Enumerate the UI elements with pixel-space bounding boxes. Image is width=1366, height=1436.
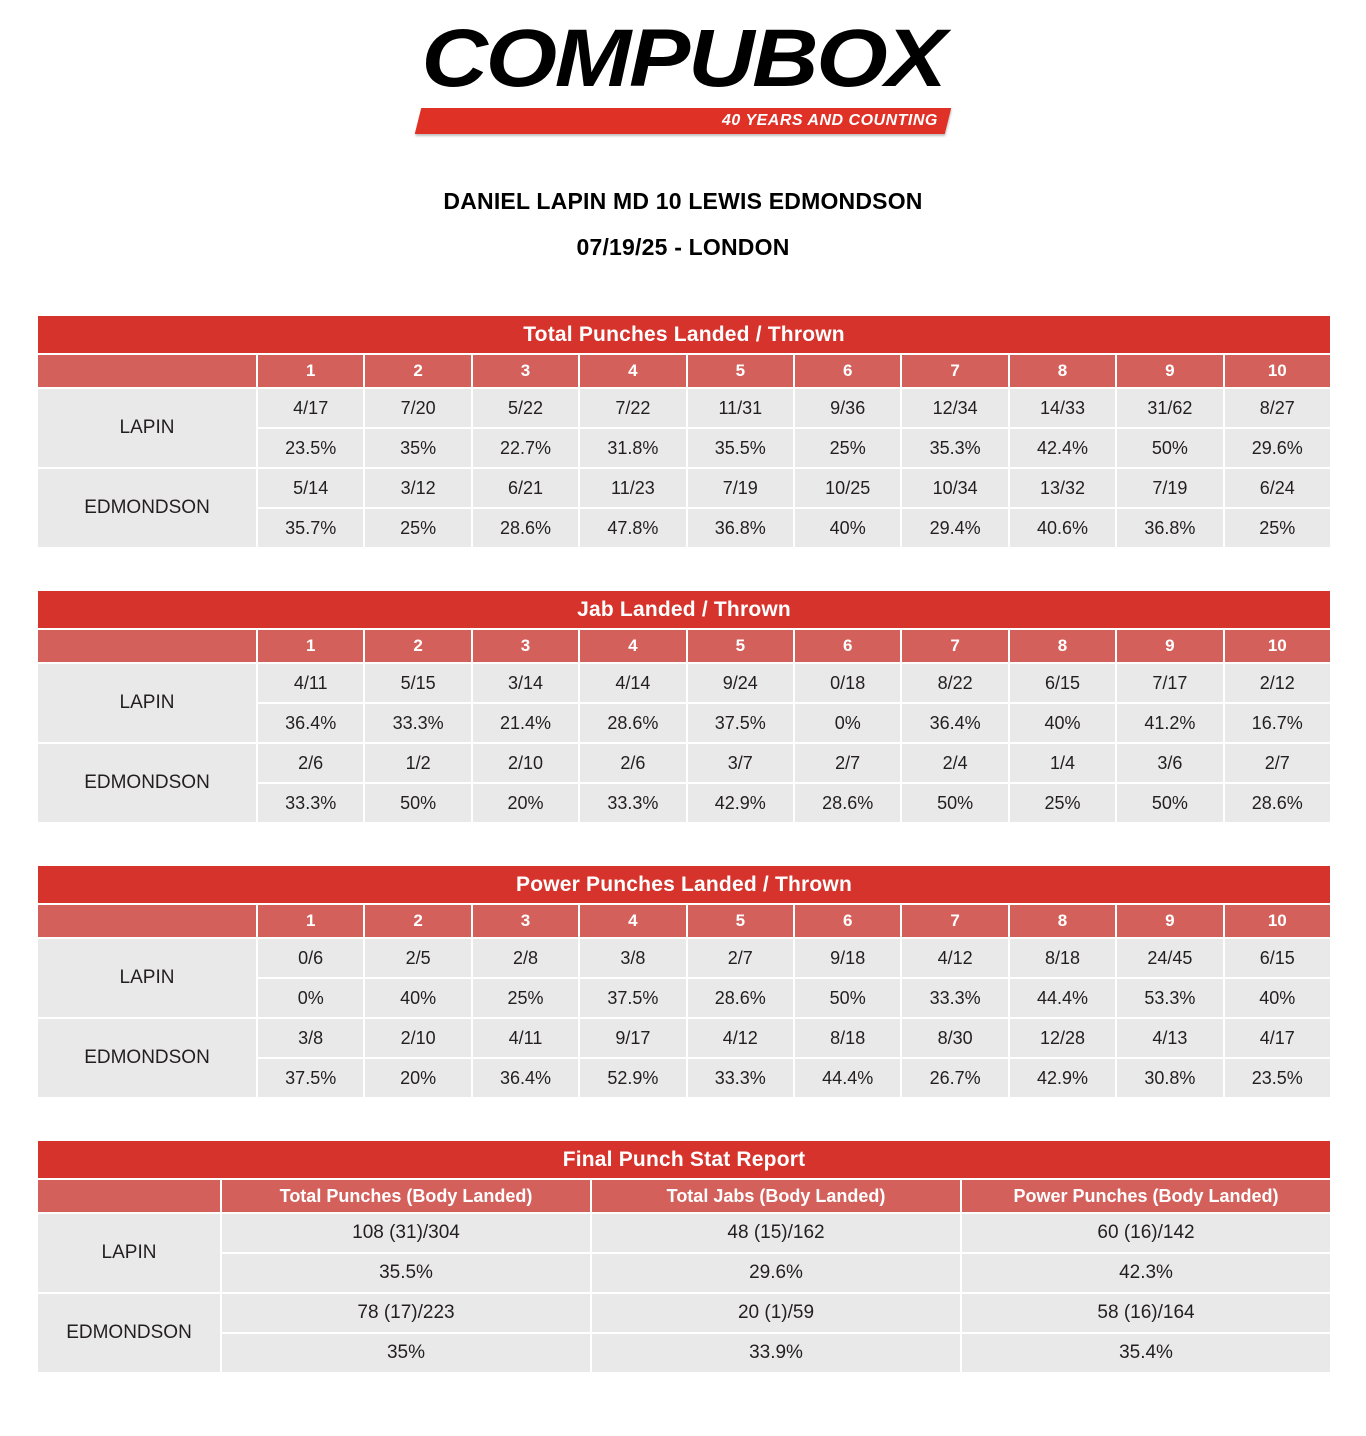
round-header-6: 6	[795, 355, 900, 387]
stat-table-total-punches	[38, 316, 1330, 547]
stat-cell: 8/27	[1225, 389, 1330, 427]
stat-cell: 108 (31)/304	[222, 1214, 590, 1252]
round-header-3: 3	[473, 905, 578, 937]
stat-cell: 2/10	[473, 744, 578, 782]
stat-cell: 24/45	[1117, 939, 1222, 977]
pct-cell: 25%	[1010, 784, 1115, 822]
pct-cell: 35.5%	[222, 1254, 590, 1292]
pct-cell: 28.6%	[1225, 784, 1330, 822]
stat-cell: 9/17	[580, 1019, 685, 1057]
header-blank	[38, 905, 256, 937]
pct-cell: 40%	[795, 509, 900, 547]
fighter-name: LAPIN	[38, 389, 256, 467]
pct-cell: 22.7%	[473, 429, 578, 467]
pct-cell: 40%	[1010, 704, 1115, 742]
round-header-1: 1	[258, 905, 363, 937]
fight-title: DANIEL LAPIN MD 10 LEWIS EDMONDSON	[443, 188, 923, 214]
stat-cell: 7/20	[365, 389, 470, 427]
round-header-8: 8	[1010, 905, 1115, 937]
stat-cell: 4/12	[688, 1019, 793, 1057]
stat-cell: 58 (16)/164	[962, 1294, 1330, 1332]
round-header-5: 5	[688, 905, 793, 937]
round-header-6: 6	[795, 905, 900, 937]
table-title: Total Punches Landed / Thrown	[38, 316, 1330, 353]
fighter-name: LAPIN	[38, 1214, 220, 1292]
pct-cell: 23.5%	[1225, 1059, 1330, 1097]
pct-cell: 42.4%	[1010, 429, 1115, 467]
pct-cell: 28.6%	[580, 704, 685, 742]
stat-cell: 4/14	[580, 664, 685, 702]
round-header-7: 7	[902, 630, 1007, 662]
round-grid	[38, 905, 1330, 1097]
stat-cell: 3/14	[473, 664, 578, 702]
pct-cell: 35.7%	[258, 509, 363, 547]
pct-cell: 42.9%	[688, 784, 793, 822]
round-header-3: 3	[473, 355, 578, 387]
stat-cell: 11/23	[580, 469, 685, 507]
round-header-5: 5	[688, 630, 793, 662]
pct-cell: 40%	[1225, 979, 1330, 1017]
logo-tagline: 40 YEARS AND COUNTING	[722, 112, 938, 129]
pct-cell: 42.3%	[962, 1254, 1330, 1292]
stat-cell: 1/4	[1010, 744, 1115, 782]
round-header-5: 5	[688, 355, 793, 387]
stat-cell: 2/12	[1225, 664, 1330, 702]
stat-tables	[0, 316, 1366, 1372]
pct-cell: 36.4%	[258, 704, 363, 742]
pct-cell: 28.6%	[688, 979, 793, 1017]
round-header-8: 8	[1010, 630, 1115, 662]
pct-cell: 33.3%	[580, 784, 685, 822]
stat-cell: 5/15	[365, 664, 470, 702]
pct-cell: 44.4%	[1010, 979, 1115, 1017]
stat-cell: 7/17	[1117, 664, 1222, 702]
round-header-2: 2	[365, 905, 470, 937]
stat-table-jab	[38, 591, 1330, 822]
round-grid	[38, 355, 1330, 547]
round-header-4: 4	[580, 355, 685, 387]
pct-cell: 29.6%	[1225, 429, 1330, 467]
round-header-1: 1	[258, 630, 363, 662]
round-header-10: 10	[1225, 630, 1330, 662]
compubox-logo	[0, 0, 1366, 150]
round-header-7: 7	[902, 355, 1007, 387]
pct-cell: 37.5%	[688, 704, 793, 742]
stat-cell: 5/14	[258, 469, 363, 507]
pct-cell: 37.5%	[580, 979, 685, 1017]
round-header-2: 2	[365, 355, 470, 387]
pct-cell: 29.6%	[592, 1254, 960, 1292]
pct-cell: 26.7%	[902, 1059, 1007, 1097]
pct-cell: 36.8%	[688, 509, 793, 547]
stat-cell: 2/6	[580, 744, 685, 782]
final-grid	[38, 1180, 1330, 1372]
fight-header	[0, 188, 1366, 261]
pct-cell: 35%	[222, 1334, 590, 1372]
stat-cell: 2/7	[688, 939, 793, 977]
round-grid	[38, 630, 1330, 822]
pct-cell: 0%	[795, 704, 900, 742]
pct-cell: 47.8%	[580, 509, 685, 547]
stat-cell: 7/22	[580, 389, 685, 427]
stat-table-final-report	[38, 1141, 1330, 1372]
fighter-name: EDMONDSON	[38, 744, 256, 822]
round-header-1: 1	[258, 355, 363, 387]
logo-red-bar	[415, 108, 951, 134]
stat-cell: 60 (16)/142	[962, 1214, 1330, 1252]
stat-cell: 10/34	[902, 469, 1007, 507]
final-header-power-punches: Power Punches (Body Landed)	[962, 1180, 1330, 1212]
pct-cell: 52.9%	[580, 1059, 685, 1097]
pct-cell: 33.3%	[688, 1059, 793, 1097]
stat-cell: 1/2	[365, 744, 470, 782]
stat-cell: 31/62	[1117, 389, 1222, 427]
pct-cell: 36.4%	[902, 704, 1007, 742]
stat-cell: 7/19	[688, 469, 793, 507]
pct-cell: 41.2%	[1117, 704, 1222, 742]
pct-cell: 40%	[365, 979, 470, 1017]
stat-cell: 12/34	[902, 389, 1007, 427]
round-header-9: 9	[1117, 630, 1222, 662]
logo-wrap	[418, 13, 948, 134]
pct-cell: 50%	[902, 784, 1007, 822]
stat-cell: 10/25	[795, 469, 900, 507]
stat-cell: 78 (17)/223	[222, 1294, 590, 1332]
pct-cell: 20%	[473, 784, 578, 822]
pct-cell: 28.6%	[473, 509, 578, 547]
stat-cell: 4/13	[1117, 1019, 1222, 1057]
header-blank	[38, 355, 256, 387]
pct-cell: 40.6%	[1010, 509, 1115, 547]
stat-cell: 3/7	[688, 744, 793, 782]
fighter-name: EDMONDSON	[38, 469, 256, 547]
stat-cell: 11/31	[688, 389, 793, 427]
round-header-4: 4	[580, 905, 685, 937]
stat-cell: 2/10	[365, 1019, 470, 1057]
pct-cell: 20%	[365, 1059, 470, 1097]
pct-cell: 25%	[365, 509, 470, 547]
final-header-total-punches: Total Punches (Body Landed)	[222, 1180, 590, 1212]
stat-cell: 14/33	[1010, 389, 1115, 427]
stat-cell: 6/15	[1225, 939, 1330, 977]
stat-cell: 3/8	[580, 939, 685, 977]
stat-cell: 3/8	[258, 1019, 363, 1057]
final-header-total-jabs: Total Jabs (Body Landed)	[592, 1180, 960, 1212]
stat-cell: 6/21	[473, 469, 578, 507]
stat-cell: 2/6	[258, 744, 363, 782]
fighter-name: EDMONDSON	[38, 1294, 220, 1372]
pct-cell: 44.4%	[795, 1059, 900, 1097]
pct-cell: 50%	[1117, 784, 1222, 822]
stat-cell: 4/17	[1225, 1019, 1330, 1057]
pct-cell: 25%	[473, 979, 578, 1017]
pct-cell: 21.4%	[473, 704, 578, 742]
stat-cell: 2/5	[365, 939, 470, 977]
table-title: Power Punches Landed / Thrown	[38, 866, 1330, 903]
stat-cell: 4/11	[473, 1019, 578, 1057]
pct-cell: 35.3%	[902, 429, 1007, 467]
stat-cell: 20 (1)/59	[592, 1294, 960, 1332]
pct-cell: 35%	[365, 429, 470, 467]
stat-cell: 2/8	[473, 939, 578, 977]
round-header-10: 10	[1225, 905, 1330, 937]
table-title: Jab Landed / Thrown	[38, 591, 1330, 628]
fighter-name: LAPIN	[38, 664, 256, 742]
stat-cell: 4/17	[258, 389, 363, 427]
stat-cell: 13/32	[1010, 469, 1115, 507]
pct-cell: 29.4%	[902, 509, 1007, 547]
table-title: Final Punch Stat Report	[38, 1141, 1330, 1178]
stat-cell: 2/4	[902, 744, 1007, 782]
stat-cell: 6/24	[1225, 469, 1330, 507]
stat-cell: 9/18	[795, 939, 900, 977]
pct-cell: 31.8%	[580, 429, 685, 467]
pct-cell: 50%	[795, 979, 900, 1017]
stat-cell: 48 (15)/162	[592, 1214, 960, 1252]
stat-cell: 5/22	[473, 389, 578, 427]
stat-table-power-punches	[38, 866, 1330, 1097]
pct-cell: 25%	[795, 429, 900, 467]
stat-cell: 9/36	[795, 389, 900, 427]
stat-cell: 6/15	[1010, 664, 1115, 702]
pct-cell: 28.6%	[795, 784, 900, 822]
pct-cell: 35.5%	[688, 429, 793, 467]
stat-cell: 12/28	[1010, 1019, 1115, 1057]
pct-cell: 30.8%	[1117, 1059, 1222, 1097]
stat-cell: 7/19	[1117, 469, 1222, 507]
round-header-3: 3	[473, 630, 578, 662]
fight-date-location: 07/19/25 - LONDON	[576, 234, 790, 260]
pct-cell: 33.9%	[592, 1334, 960, 1372]
pct-cell: 23.5%	[258, 429, 363, 467]
pct-cell: 35.4%	[962, 1334, 1330, 1372]
round-header-4: 4	[580, 630, 685, 662]
logo-wordmark: COMPUBOX	[421, 13, 945, 104]
round-header-2: 2	[365, 630, 470, 662]
pct-cell: 50%	[365, 784, 470, 822]
header-blank	[38, 630, 256, 662]
fighter-name: LAPIN	[38, 939, 256, 1017]
pct-cell: 50%	[1117, 429, 1222, 467]
pct-cell: 33.3%	[365, 704, 470, 742]
stat-cell: 9/24	[688, 664, 793, 702]
stat-cell: 0/18	[795, 664, 900, 702]
pct-cell: 36.8%	[1117, 509, 1222, 547]
stat-cell: 2/7	[1225, 744, 1330, 782]
pct-cell: 25%	[1225, 509, 1330, 547]
stat-cell: 4/11	[258, 664, 363, 702]
pct-cell: 33.3%	[902, 979, 1007, 1017]
stat-cell: 2/7	[795, 744, 900, 782]
pct-cell: 42.9%	[1010, 1059, 1115, 1097]
pct-cell: 36.4%	[473, 1059, 578, 1097]
stat-cell: 3/12	[365, 469, 470, 507]
stat-cell: 3/6	[1117, 744, 1222, 782]
header-blank	[38, 1180, 220, 1212]
stat-cell: 4/12	[902, 939, 1007, 977]
pct-cell: 37.5%	[258, 1059, 363, 1097]
pct-cell: 0%	[258, 979, 363, 1017]
round-header-6: 6	[795, 630, 900, 662]
stat-cell: 0/6	[258, 939, 363, 977]
round-header-8: 8	[1010, 355, 1115, 387]
stat-cell: 8/18	[1010, 939, 1115, 977]
stat-cell: 8/22	[902, 664, 1007, 702]
round-header-9: 9	[1117, 905, 1222, 937]
pct-cell: 33.3%	[258, 784, 363, 822]
round-header-10: 10	[1225, 355, 1330, 387]
pct-cell: 53.3%	[1117, 979, 1222, 1017]
stat-cell: 8/18	[795, 1019, 900, 1057]
stat-cell: 8/30	[902, 1019, 1007, 1057]
pct-cell: 16.7%	[1225, 704, 1330, 742]
fighter-name: EDMONDSON	[38, 1019, 256, 1097]
round-header-7: 7	[902, 905, 1007, 937]
round-header-9: 9	[1117, 355, 1222, 387]
